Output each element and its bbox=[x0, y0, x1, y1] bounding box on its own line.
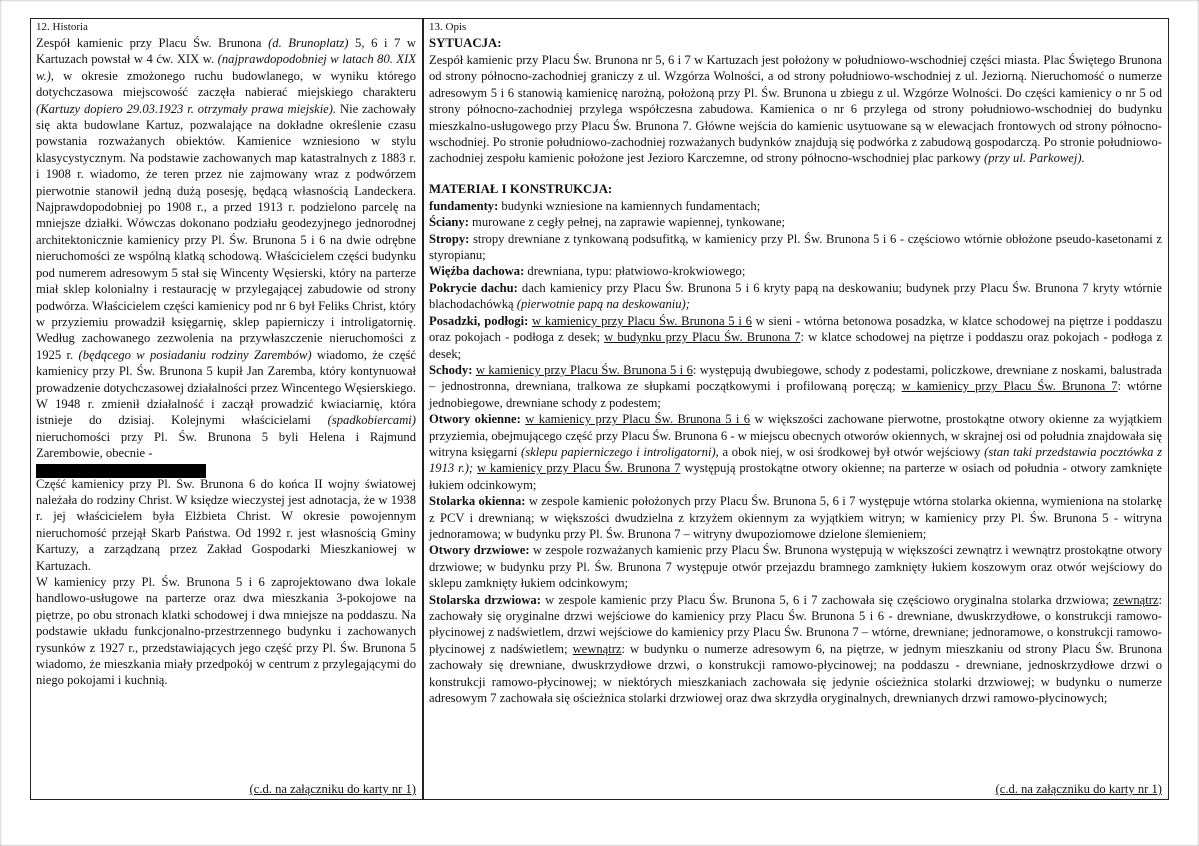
material-item-label: Ściany: bbox=[429, 215, 469, 230]
history-text-segment: (Kartuzy dopiero 29.03.1923 r. otrzymały prawa miejskie). bbox=[36, 101, 337, 116]
material-item-label: Schody: bbox=[429, 362, 473, 377]
material-item-label: Stropy: bbox=[429, 231, 470, 246]
material-title: MATERIAŁ I KONSTRUKCJA: bbox=[429, 181, 613, 196]
material-item-text-segment: występują prostokątne otwory okienne; na parterze w osiach od południa - otwory zamknięte łukiem odcinkowym; bbox=[429, 461, 1162, 492]
history-text-segment: Nie zachowały się akta budowlane Kartuz, pozwalające na dokładne określenie czasu powstania rozważanych obiektów. Kamienice wzniesiono w stylu klasycystycznym. Na podstawie zachowanych map katastralnych z 1883 r. i 1908 r. wiadomo, że teren przez nie zajmowany wraz z podwórzem pierwotnie stanowił jedną dużą posesję, będącą własnością Landeckera. Najprawdopodobniej po 1908 r., a przed 1913 r. podzielono parcelę na mniejsze działki. Wówczas dokonano podziału geodezyjnego jednorodnej architektonicznie kamienicy przy Pl. Św. Brunona 5 i 6 na dwie odrębne nieruchomości ze wspólną klatką schodową. Właścicielem części budynku pod numerem adresowym 5 stał się Wincenty Węsierski, który na parterze miał sklep kolonialny i restaurację w przylegającej zabudowie od strony podwórza. Właścicielem części kamienicy pod nr 6 był Feliks Christ, który w przyziemiu prowadził księgarnię, sklep papierniczy i introligatornię. Według zachowanego zezwolenia na przywłaszczenie nieruchomości z 1925 r. bbox=[36, 101, 416, 362]
material-item-text-segment: w kamienicy przy Placu Św. Brunona 5 i 6 bbox=[532, 313, 752, 328]
description-column bbox=[423, 18, 1169, 800]
situation-text-segment: Zespół kamienic przy Placu Św. Brunona nr 5, 6 i 7 w Kartuzach jest położony w południowo-wschodniej części miasta. Plac Świętego Brunona od strony północno-zachodniej graniczy z ul. Wzgórza Wolności, a od strony południowo-wschodniej z ul. Jeziorną. Nieruchomość o numerze adresowym 5 i 6 stanowią kamienicę narożną, położoną przy Pl. Św. Brunona u zbiegu z ul. Wzgórze Wolności. Do części kamienicy o nr 5 od strony północno-zachodniej przylega współczesna zabudowa. Kamienica o nr 6 przylega od strony południowo-wschodniej do budynku mieszkalno-usługowego przy Placu Św. Brunona 7. Główne wejścia do kamienic usytuowane są w elewacjach frontowych od strony północno-wschodniej. Po stronie południowo-zachodniej rozważanych budynków znajdują się podwórka z zabudową gospodarczą. Po stronie południowo-zachodniej zespołu kamienic położone jest Jezioro Karczemne, od strony północno-wschodniej plac parkowy bbox=[429, 53, 1162, 166]
material-item-text-segment: zewnątrz bbox=[1113, 592, 1159, 607]
material-item bbox=[429, 280, 1162, 313]
material-item-text-segment: dach kamienicy przy Placu Św. Brunona 5 i 6 kryty papą na deskowaniu; budynek przy Placu Św. Brunona 7 kryty wtórnie blachodachówką bbox=[429, 280, 1162, 312]
material-item-text-segment: : w budynku o numerze adresowym 6, na piętrze, w jednym mieszkaniu od strony Placu Św. Brunona zachowały się drewniane, dwuskrzydłowe drzwi, o konstrukcji ramowo-płycinowej; na poddaszu - drewniane, jednoskrzydłowe drzwi o konstrukcji ramowo-płycinowej; w niektórych mieszkaniach zachowała się jedynie ościeżnica stolarki drzwiowej; w budynku o numerze adresowym 7 zachowała się ościeżnica stolarki drzwiowej oraz dwa skrzydła oryginalnych, drewnianych drzwi ramowo-płycinowych; bbox=[429, 641, 1162, 706]
material-item-label: Posadzki, podłogi: bbox=[429, 313, 529, 328]
description-continuation-note: (c.d. na załączniku do karty nr 1) bbox=[995, 782, 1162, 796]
situation-text-segment: (przy ul. Parkowej). bbox=[984, 151, 1085, 166]
material-item-label: Więźba dachowa: bbox=[429, 264, 525, 279]
material-item bbox=[429, 542, 1162, 591]
material-item-text-segment: (stan taki przedstawia pocztówka z 1913 r.); bbox=[429, 444, 1162, 476]
material-item-text-segment: w kamienicy przy Placu Św. Brunona 7 bbox=[477, 461, 681, 476]
material-item-label: Otwory drzwiowe: bbox=[429, 543, 530, 558]
history-text-segment: nieruchomości przy Pl. Św. Brunona 5 byli Helena i Rajmund Zarembowie, obecnie - bbox=[36, 429, 416, 461]
history-text-segment: wiadomo, że część kamienicy przy Pl. Św. Brunona 5 kupił Jan Zaremba, który kontynuował prowadzenie dotychczasowej działalności przez Wincentego Węsierskiego. W 1948 r. zmienił działalność i zaczął prowadzić kwiaciarnię, która istnieje do dzisiaj. Kolejnymi właścicielami bbox=[36, 347, 417, 428]
material-item-text-segment: : wtórne jednobiegowe, drewniane schody z podestem; bbox=[429, 379, 1162, 410]
material-item-text-segment: w kamienicy przy Placu Św. Brunona 5 i 6 bbox=[475, 362, 693, 377]
history-paragraph-1 bbox=[36, 35, 416, 462]
material-items-list bbox=[429, 198, 1162, 707]
material-item bbox=[429, 592, 1162, 707]
material-item-text-segment: budynki wzniesione na kamiennych fundamentach; bbox=[498, 198, 761, 213]
material-item-text-segment: : zachowały się oryginalne drzwi wejściowe do kamienicy przy Placu Św. Brunona 5 i 6 - drewniane, dwuskrzydłowe, o konstrukcji ramowo-płycinowej z nadświetlem, drzwi wejściowe do kamienicy przy Placu Św. Brunona 7 – wtórne, drewniane; jednoramowe, o konstrukcji ramowo-płycinowej z nadświetlem; bbox=[429, 592, 1163, 656]
material-item bbox=[429, 313, 1162, 362]
material-item bbox=[429, 411, 1162, 493]
material-item-label: Otwory okienne: bbox=[429, 412, 521, 427]
material-item-text-segment: w sieni - wtórna betonowa posadzka, w klatce schodowej na piętrze i poddaszu oraz pokojach - podłoga z desek; bbox=[429, 313, 1162, 345]
history-text-segment: (będącego w posiadaniu rodziny Zarembów) bbox=[78, 347, 312, 362]
material-item-text-segment: w kamienicy przy Placu Św. Brunona 5 i 6 bbox=[525, 412, 751, 427]
history-paragraph-3: W kamienicy przy Pl. Św. Brunona 5 i 6 zaprojektowano dwa lokale handlowo-usługowe na parterze oraz dwa mieszkania 3-pokojowe na piętrze, po obu stronach klatki schodowej i dwa mniejsze na poddaszu. Na podstawie układu funkcjonalno-przestrzennego budynku i zachowanych rysunków z 1927 r., przedstawiających jego część przy Pl. Św. Brunona 5 wiadomo, że mieszkania miały przedpokój w centrum z przylegającymi do niego pokojami i kuchnią. bbox=[36, 575, 416, 688]
history-text-segment: Zespół kamienic przy Placu Św. Brunona bbox=[36, 36, 269, 50]
material-item bbox=[429, 198, 1162, 214]
material-item-text-segment: w zespole kamienic położonych przy Placu Św. Brunona 5, 6 i 7 występuje wtórna stolarka okienna, wymieniona na stolarkę z PCV i drewnianą; w większości dwudzielna z krzyżem okiennym za wyjątkiem witryn; w kamienicy przy Pl. Św. Brunona 5 - witryna jednoramowa; w budynku przy Pl. Św. Brunona 7 – witryny dwupoziomowe dzielone ślemieniem; bbox=[429, 494, 1162, 541]
material-item-text-segment: wewnątrz bbox=[572, 641, 622, 656]
material-item-text-segment: w kamienicy przy Placu Św. Brunona 7 bbox=[901, 379, 1118, 394]
material-item bbox=[429, 214, 1162, 230]
material-item-label: Stolarska drzwiowa: bbox=[429, 592, 541, 607]
material-item-text-segment: w budynku przy Placu Św. Brunona 7 bbox=[604, 330, 801, 345]
history-column bbox=[30, 18, 423, 800]
history-paragraph-2: Część kamienicy przy Pl. Św. Brunona 6 do końca II wojny światowej należała do rodziny Christ. W księdze wieczystej jest adnotacja, że w 1938 r. jej właścicielem była Elżbieta Christ. W okresie powojennym nieruchomość przejął Skarb Państwa. Od 1992 r. jest własnością Gminy Kartuzy, a zarządzaną przez Zakład Gospodarki Mieszkaniowej w Kartuzach. bbox=[36, 476, 416, 573]
material-item-text-segment: (pierwotnie papą na deskowaniu); bbox=[516, 297, 690, 312]
description-heading: 13. Opis bbox=[429, 21, 467, 33]
history-text-segment: 5, 6 i 7 w Kartuzach powstał w 4 ćw. XIX w. bbox=[36, 36, 416, 67]
history-continuation-note: (c.d. na załączniku do karty nr 1) bbox=[249, 782, 416, 796]
material-item-text-segment: w większości zachowane pierwotne, prostokątne otwory okienne za wyjątkiem przyziemia, obejmującego część przy Placu Św. Brunona 6 - w miejscu obecnych otworów okiennych, w skrajnej osi od południa znajdowała się witryna księgarni bbox=[429, 412, 1162, 459]
material-item bbox=[429, 493, 1162, 542]
situation-title: SYTUACJA: bbox=[429, 36, 502, 50]
redaction-bar bbox=[36, 462, 416, 476]
material-item-text-segment: : występują dwubiegowe, schody z podestami, policzkowe, drewniane z noskami, balustrada – jednostronna, drewniana, tralkowa ze słupkami początkowymi i profilowaną poręczą; bbox=[429, 362, 1162, 394]
material-item-label: fundamenty: bbox=[429, 198, 499, 213]
history-heading: 12. Historia bbox=[36, 21, 88, 33]
material-item-label: Stolarka okienna: bbox=[429, 494, 526, 509]
material-item-text-segment: (sklepu papierniczego i introligatorni), bbox=[521, 444, 719, 459]
material-item bbox=[429, 362, 1162, 411]
material-item-text-segment: w zespole rozważanych kamienic przy Placu Św. Brunona występują w większości zewnątrz i wewnątrz prostokątne otwory drzwiowe; w budynku przy Pl. Św. Brunona 7 występuje otwór przejazdu bramnego zamknięty łukiem koszowym oraz otwór wejściowy do sklepu zamknięty łukiem odcinkowym; bbox=[429, 543, 1162, 591]
history-text-segment: (spadkobiercami) bbox=[327, 413, 416, 428]
history-text-segment: w okresie zmożonego ruchu budowlanego, w wyniku którego dotychczasowa miejscowość zaczęła nabierać miejskiego charakteru bbox=[36, 68, 416, 100]
material-item bbox=[429, 263, 1162, 279]
history-text-segment: (najprawdopodobniej w latach 80. XIX w.), bbox=[36, 52, 417, 83]
material-item bbox=[429, 231, 1162, 264]
situation-paragraph bbox=[429, 52, 1162, 167]
material-item-text-segment: drewniana, typu: płatwiowo-krokwiowego; bbox=[524, 264, 746, 279]
material-item-text-segment: murowane z cegły pełnej, na zaprawie wapiennej, tynkowane; bbox=[468, 215, 786, 230]
material-item-text-segment: stropy drewniane z tynkowaną podsufitką, w kamienicy przy Pl. Św. Brunona 5 i 6 - częściowo wtórnie obłożone pseudo-kasetonami z styropianu; bbox=[429, 231, 1162, 263]
material-item-text-segment: w zespole kamienic przy Placu Św. Brunona 5, 6 i 7 zachowała się częściowo oryginalna stolarka drzwiowa; bbox=[540, 592, 1114, 607]
history-text-segment: (d. Brunoplatz) bbox=[268, 36, 349, 50]
material-item-text-segment: : w klatce schodowej na piętrze i poddaszu oraz pokojach - podłoga z desek; bbox=[429, 330, 1162, 361]
material-item-text-segment: a obok niej, w osi środkowej był otwór wejściowy bbox=[718, 444, 985, 459]
material-item-label: Pokrycie dachu: bbox=[429, 280, 518, 295]
